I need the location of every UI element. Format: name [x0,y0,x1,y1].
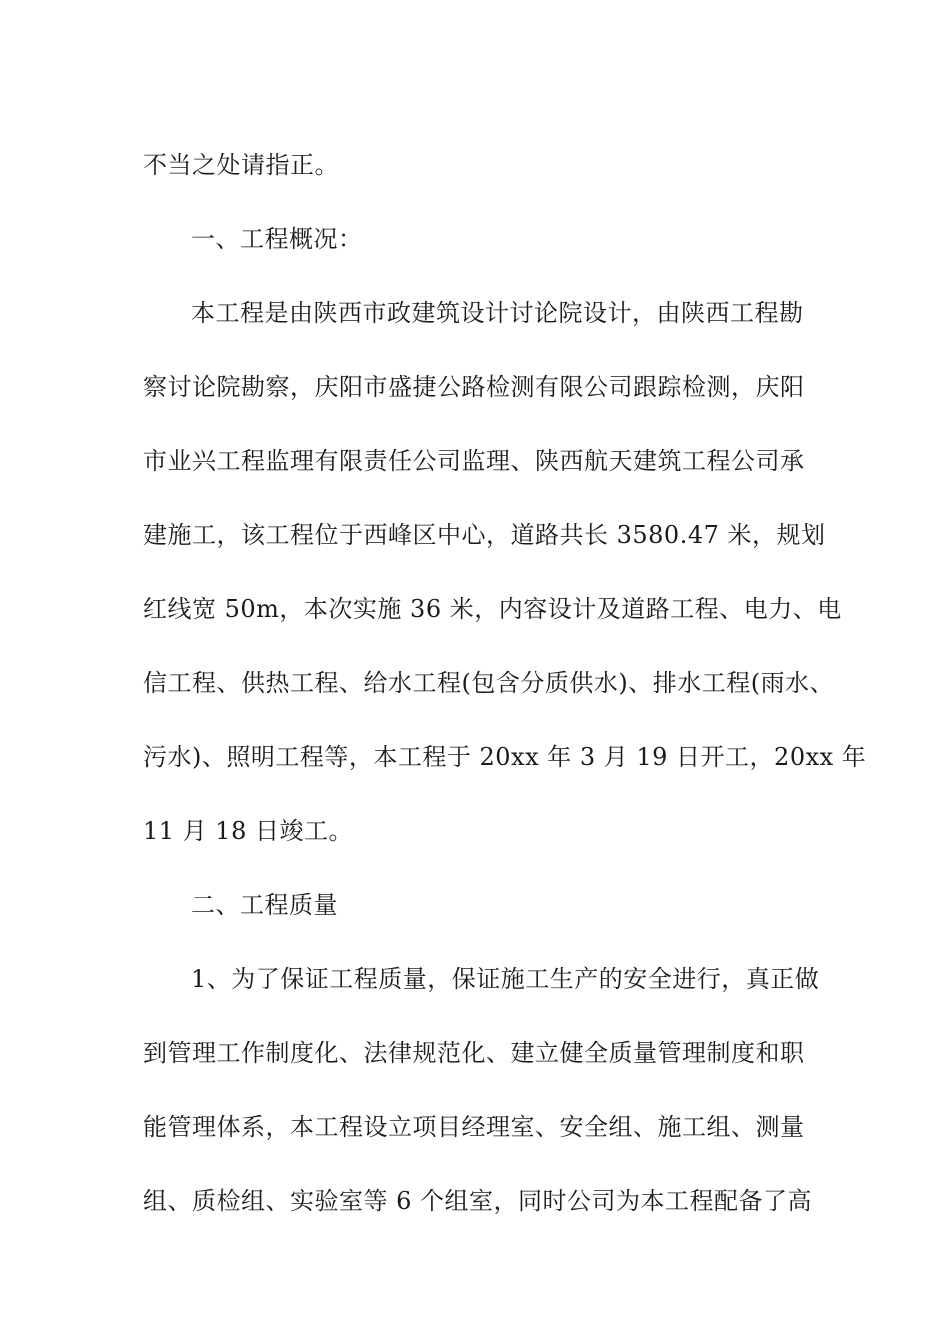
paragraph-line: 能管理体系，本工程设立项目经理室、安全组、施工组、测量 [143,1113,805,1141]
paragraph-line: 到管理工作制度化、法律规范化、建立健全质量管理制度和职 [143,1039,805,1067]
paragraph-line: 市业兴工程监理有限责任公司监理、陕西航天建筑工程公司承 [143,447,805,475]
paragraph-line: 红线宽 50m，本次实施 36 米，内容设计及道路工程、电力、电 [143,595,842,623]
section-heading-quality: 二、工程质量 [191,891,338,919]
paragraph-line: 组、质检组、实验室等 6 个组室，同时公司为本工程配备了高 [143,1187,813,1215]
document-body [143,128,867,1238]
paragraph-line: 信工程、供热工程、给水工程(包含分质供水)、排水工程(雨水、 [143,669,835,697]
paragraph-line: 1、为了保证工程质量，保证施工生产的安全进行，真正做 [191,965,820,993]
paragraph-line: 污水)、照明工程等，本工程于 20xx 年 3 月 19 日开工，20xx 年 [143,743,867,771]
section-heading-overview: 一、工程概况： [191,225,363,253]
paragraph-line: 11 月 18 日竣工。 [143,817,353,845]
paragraph-line: 察讨论院勘察，庆阳市盛捷公路检测有限公司跟踪检测，庆阳 [143,373,805,401]
paragraph-line: 建施工，该工程位于西峰区中心，道路共长 3580.47 米，规划 [143,521,826,549]
paragraph-line: 不当之处请指正。 [143,151,339,179]
paragraph-line: 本工程是由陕西市政建筑设计讨论院设计，由陕西工程勘 [191,299,804,327]
